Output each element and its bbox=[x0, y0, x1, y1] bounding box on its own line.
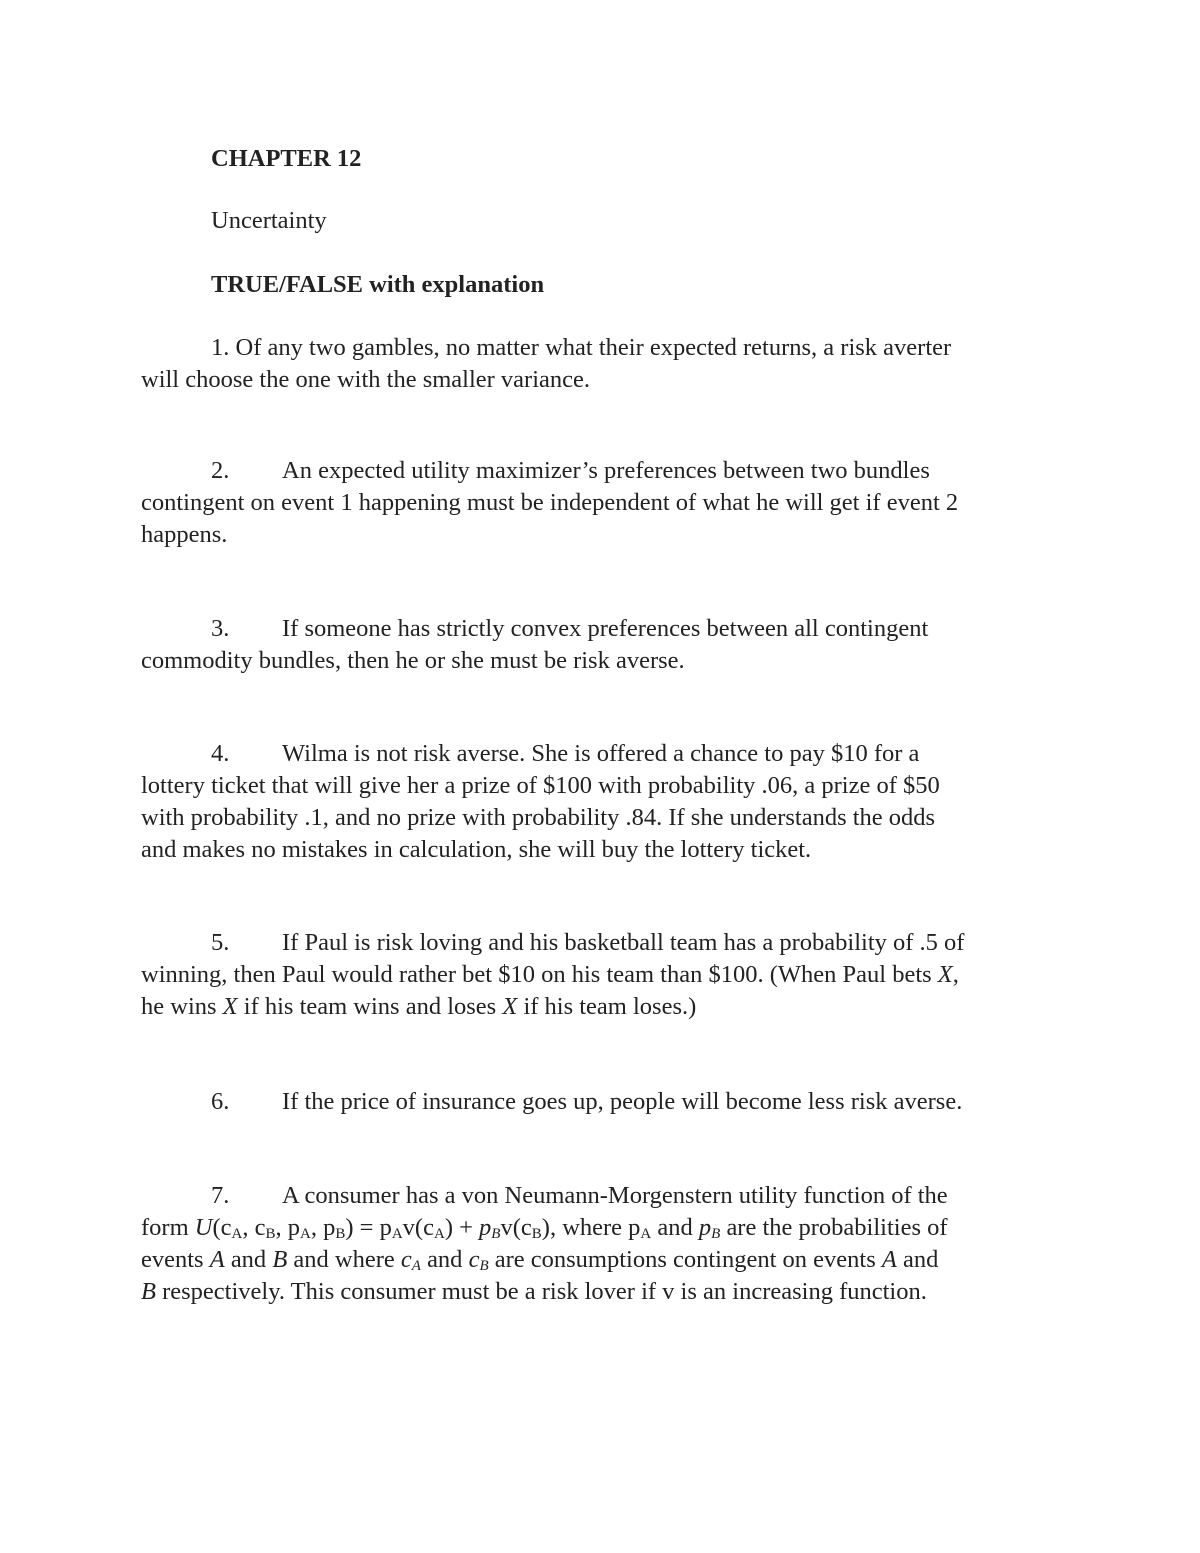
question-5-line-3 bbox=[141, 991, 696, 1023]
text-segment: form bbox=[141, 1214, 195, 1241]
event-b: B bbox=[141, 1278, 156, 1305]
question-text: If Paul is risk loving and his basketball team has a probability of .5 of bbox=[282, 929, 965, 956]
subscript: B bbox=[265, 1226, 276, 1242]
question-text: Wilma is not risk averse. She is offered a chance to pay $10 for a bbox=[282, 740, 920, 767]
subscript: A bbox=[640, 1226, 652, 1242]
probability-symbol: p bbox=[479, 1214, 492, 1241]
question-3-line-1 bbox=[211, 613, 928, 645]
subscript: A bbox=[391, 1226, 403, 1242]
question-5-line-2 bbox=[141, 959, 959, 991]
question-text: A consumer has a von Neumann-Morgenstern utility function of the bbox=[282, 1182, 948, 1209]
text-segment: if his team loses.) bbox=[517, 993, 697, 1020]
variable-x: X bbox=[502, 993, 518, 1020]
text-segment: are consumptions contingent on events bbox=[488, 1246, 882, 1273]
text-segment: winning, then Paul would rather bet $10 on his team than $100. (When Paul bets bbox=[141, 961, 938, 988]
text-segment: events bbox=[141, 1246, 210, 1273]
text-segment: and where bbox=[287, 1246, 401, 1273]
question-7-line-4 bbox=[141, 1276, 927, 1308]
question-2-line-1 bbox=[211, 455, 930, 487]
subscript: B bbox=[531, 1226, 542, 1242]
subscript: B bbox=[711, 1226, 721, 1242]
text-segment: and bbox=[224, 1246, 273, 1273]
event-a: A bbox=[881, 1246, 897, 1273]
subscript: A bbox=[231, 1226, 243, 1242]
question-number: 5. bbox=[211, 929, 230, 956]
subscript: A bbox=[411, 1258, 421, 1274]
question-number: 4. bbox=[211, 740, 230, 767]
question-number: 2. bbox=[211, 457, 230, 484]
question-text: An expected utility maximizer’s preferences between two bundles bbox=[282, 457, 930, 484]
text-segment: and bbox=[651, 1214, 699, 1241]
text-segment: ), where p bbox=[541, 1214, 641, 1241]
question-4-line-2: lottery ticket that will give her a prize of $100 with probability .06, a prize of $50 bbox=[141, 772, 940, 799]
text-segment: respectively. This consumer must be a risk lover if v is an increasing function. bbox=[155, 1278, 927, 1305]
text-segment: , p bbox=[275, 1214, 300, 1241]
question-number: 1. bbox=[211, 334, 230, 361]
text-segment: if his team wins and loses bbox=[237, 993, 503, 1020]
question-6-line-1 bbox=[211, 1086, 962, 1118]
text-segment: , p bbox=[310, 1214, 336, 1241]
event-a: A bbox=[209, 1246, 225, 1273]
utility-symbol: U bbox=[194, 1214, 213, 1241]
question-7-line-1 bbox=[211, 1180, 948, 1212]
question-7-line-2 bbox=[141, 1212, 948, 1244]
text-segment: and bbox=[896, 1246, 939, 1273]
subscript: B bbox=[479, 1258, 489, 1274]
event-b: B bbox=[272, 1246, 288, 1273]
text-segment: (c bbox=[212, 1214, 232, 1241]
question-text: Of any two gambles, no matter what their expected returns, a risk averter bbox=[235, 334, 952, 361]
question-1-line-2: will choose the one with the smaller variance. bbox=[141, 366, 591, 393]
section-heading: TRUE/FALSE with explanation bbox=[211, 271, 545, 298]
text-segment: v(c bbox=[402, 1214, 434, 1241]
text-segment: and bbox=[420, 1246, 469, 1273]
question-4-line-3: with probability .1, and no prize with probability .84. If she understands the odds bbox=[141, 804, 936, 831]
question-text: If someone has strictly convex preferences between all contingent bbox=[282, 615, 929, 642]
question-2-line-2: contingent on event 1 happening must be independent of what he will get if event 2 bbox=[141, 489, 959, 516]
question-text: If the price of insurance goes up, people will become less risk averse. bbox=[282, 1088, 963, 1115]
probability-symbol: p bbox=[698, 1214, 712, 1241]
variable-x: X bbox=[222, 993, 238, 1020]
question-4-line-4: and makes no mistakes in calculation, she will buy the lottery ticket. bbox=[141, 836, 812, 863]
question-5-line-1 bbox=[211, 927, 964, 959]
question-number: 6. bbox=[211, 1088, 230, 1115]
question-2-line-3: happens. bbox=[141, 521, 228, 548]
question-1-line-1 bbox=[211, 332, 951, 364]
question-7-line-3 bbox=[141, 1244, 938, 1276]
question-3-line-2: commodity bundles, then he or she must be risk averse. bbox=[141, 647, 685, 674]
text-segment: , c bbox=[242, 1214, 266, 1241]
text-segment: , bbox=[952, 961, 959, 988]
text-segment: ) = p bbox=[345, 1214, 392, 1241]
subscript: B bbox=[491, 1226, 501, 1242]
text-segment: ) + bbox=[444, 1214, 480, 1241]
question-4-line-1 bbox=[211, 738, 919, 770]
text-segment: he wins bbox=[141, 993, 223, 1020]
consumption-symbol: c bbox=[400, 1246, 412, 1273]
question-number: 3. bbox=[211, 615, 230, 642]
subscript: A bbox=[433, 1226, 445, 1242]
chapter-topic: Uncertainty bbox=[211, 207, 327, 234]
variable-x: X bbox=[937, 961, 953, 988]
subscript: B bbox=[335, 1226, 346, 1242]
question-number: 7. bbox=[211, 1182, 230, 1209]
text-segment: v(c bbox=[500, 1214, 532, 1241]
text-segment: are the probabilities of bbox=[720, 1214, 948, 1241]
chapter-heading: CHAPTER 12 bbox=[211, 145, 362, 172]
subscript: A bbox=[299, 1226, 311, 1242]
consumption-symbol: c bbox=[468, 1246, 480, 1273]
